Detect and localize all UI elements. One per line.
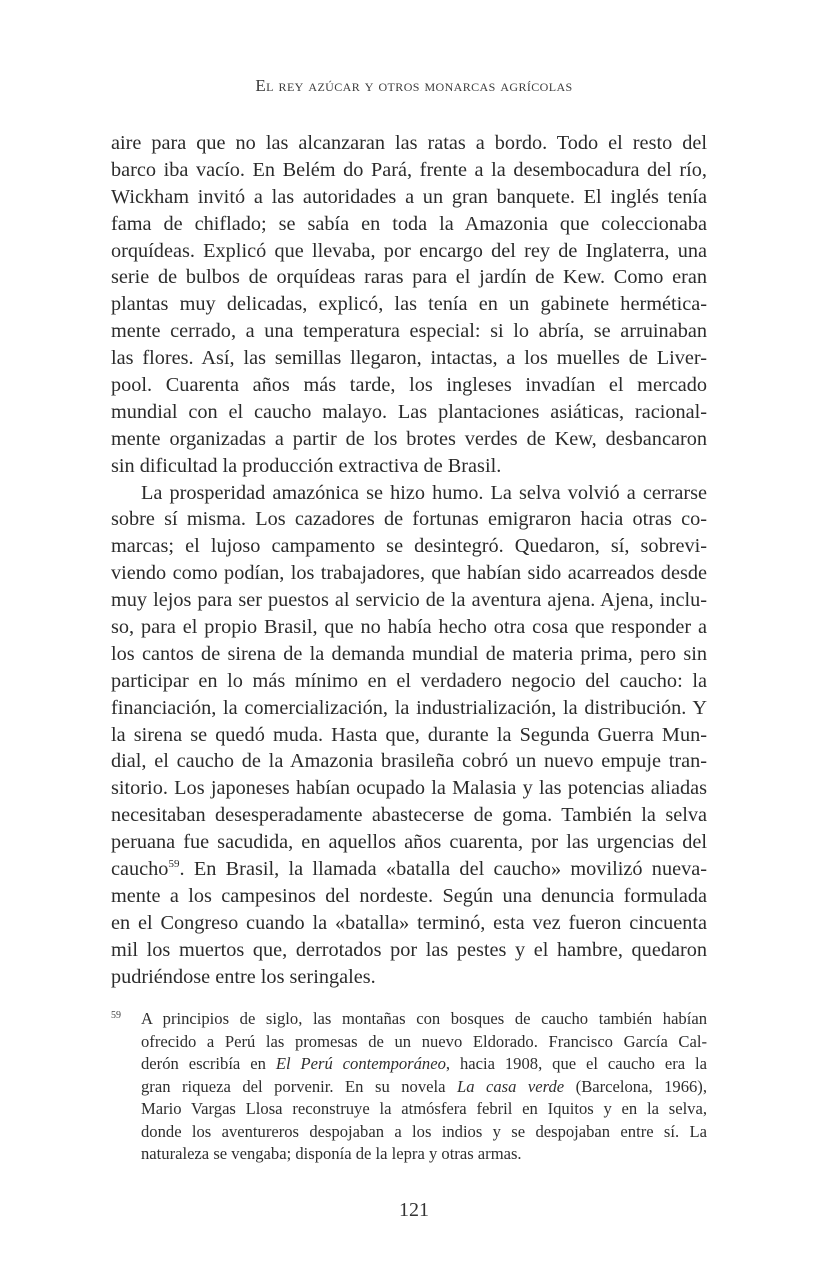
text-line: los cantos de sirena de la demanda mundial de materia prima, pero sin: [111, 642, 707, 665]
footnote-marker: 59: [111, 1010, 121, 1021]
text-line: mente a los campesinos del nordeste. Según una denuncia formulada: [111, 884, 707, 907]
footnote-reference[interactable]: 59: [168, 858, 180, 871]
text-line-with-footnote-ref: [111, 856, 707, 883]
text-line: fama de chiflado; se sabía en toda la Amazonia que coleccionaba: [111, 212, 707, 235]
text-line: sobre sí misma. Los cazadores de fortunas emigraron hacia otras co-: [111, 508, 707, 531]
text-line: mundial con el caucho malayo. Las plantaciones asiáticas, racional-: [111, 400, 707, 423]
text-line: las flores. Así, las semillas llegaron, intactas, a los muelles de Liver-: [111, 347, 707, 370]
text-line: financiación, la comercialización, la industrialización, la distribución. Y: [111, 696, 707, 719]
book-title-italic: La casa verde: [456, 1076, 565, 1096]
text-line: Wickham invitó a las autoridades a un gran banquete. El inglés tenía: [111, 185, 707, 208]
text-line: viendo como podían, los trabajadores, que habían sido acarreados desde: [111, 562, 707, 585]
text-line: mente cerrado, a una temperatura especial: si lo abría, se arruinaban: [111, 320, 707, 343]
body-text: [111, 130, 707, 991]
text-fragment: derón escribía en: [141, 1054, 276, 1073]
footnote-line: [141, 1076, 707, 1099]
text-line: mente organizadas a partir de los brotes verdes de Kew, desbancaron: [111, 427, 707, 450]
text-line: dial, el caucho de la Amazonia brasileña cobró un nuevo empuje tran-: [111, 750, 707, 773]
text-fragment: caucho: [111, 858, 169, 881]
text-fragment: gran riqueza del porvenir. En su novela: [141, 1076, 457, 1096]
text-fragment: , hacia 1908, que el caucho era la: [445, 1054, 707, 1073]
page-number: 121: [399, 1199, 429, 1221]
book-title-italic: El Perú contemporáneo: [275, 1054, 446, 1073]
footnote-line: donde los aventureros despojaban a los indios y se despojaban entre sí. La: [141, 1121, 707, 1141]
text-line: en el Congreso cuando la «batalla» terminó, esta vez fueron cincuenta: [111, 911, 707, 934]
footnote-text: [141, 1008, 707, 1166]
text-line: participar en lo más mínimo en el verdadero negocio del caucho: la: [111, 669, 707, 692]
text-line: pudriéndose entre los seringales.: [111, 965, 376, 988]
text-line: marcas; el lujoso campamento se desintegró. Quedaron, sí, sobrevi-: [111, 535, 707, 558]
running-header: El rey azúcar y otros monarcas agrícolas: [255, 76, 573, 95]
footnote-line: ofrecido a Perú las promesas de un nuevo Eldorado. Francisco García Cal-: [141, 1031, 707, 1051]
text-line: peruana fue sacudida, en aquellos años cuarenta, por las urgencias del: [111, 831, 707, 854]
text-line: aire para que no las alcanzaran las ratas a bordo. Todo el resto del: [111, 132, 707, 154]
text-fragment: . En Brasil, la llamada «batalla del caucho» movilizó nueva-: [179, 858, 707, 881]
text-line: serie de bulbos de orquídeas raras para el jardín de Kew. Como eran: [111, 266, 707, 289]
text-line: sitorio. Los japoneses habían ocupado la Malasia y las potencias aliadas: [111, 777, 707, 800]
text-line: sin dificultad la producción extractiva de Brasil.: [111, 454, 502, 477]
text-fragment: (Barcelona, 1966),: [564, 1076, 707, 1096]
text-line: barco iba vacío. En Belém do Pará, frente a la desembocadura del río,: [111, 158, 707, 181]
footnote-line: Mario Vargas Llosa reconstruye la atmósfera febril en Iquitos y en la selva,: [141, 1099, 707, 1118]
text-line: necesitaban desesperadamente abastecerse de goma. También la selva: [111, 804, 707, 827]
footnote-line: naturaleza se vengaba; disponía de la lepra y otras armas.: [141, 1144, 522, 1163]
text-line: pool. Cuarenta años más tarde, los ingleses invadían el mercado: [111, 374, 707, 397]
text-line: muy lejos para ser puestos al servicio de la aventura ajena. Ajena, inclu-: [111, 589, 707, 612]
footnote-block: [111, 1008, 707, 1166]
text-line: plantas muy delicadas, explicó, las tenía en un gabinete hermética-: [111, 293, 707, 316]
text-line: la sirena se quedó muda. Hasta que, durante la Segunda Guerra Mun-: [111, 723, 707, 746]
text-line: La prosperidad amazónica se hizo humo. La selva volvió a cerrarse: [141, 481, 707, 504]
text-line: orquídeas. Explicó que llevaba, por encargo del rey de Inglaterra, una: [111, 239, 707, 262]
text-line: mil los muertos que, derrotados por las pestes y el hambre, quedaron: [111, 938, 707, 961]
paragraph-2: [111, 480, 707, 991]
text-line: so, para el propio Brasil, que no había hecho otra cosa que responder a: [111, 616, 707, 639]
paragraph-1: [111, 130, 707, 480]
footnote-line: A principios de siglo, las montañas con bosques de caucho también habían: [141, 1009, 707, 1028]
footnote-line: [141, 1053, 707, 1076]
